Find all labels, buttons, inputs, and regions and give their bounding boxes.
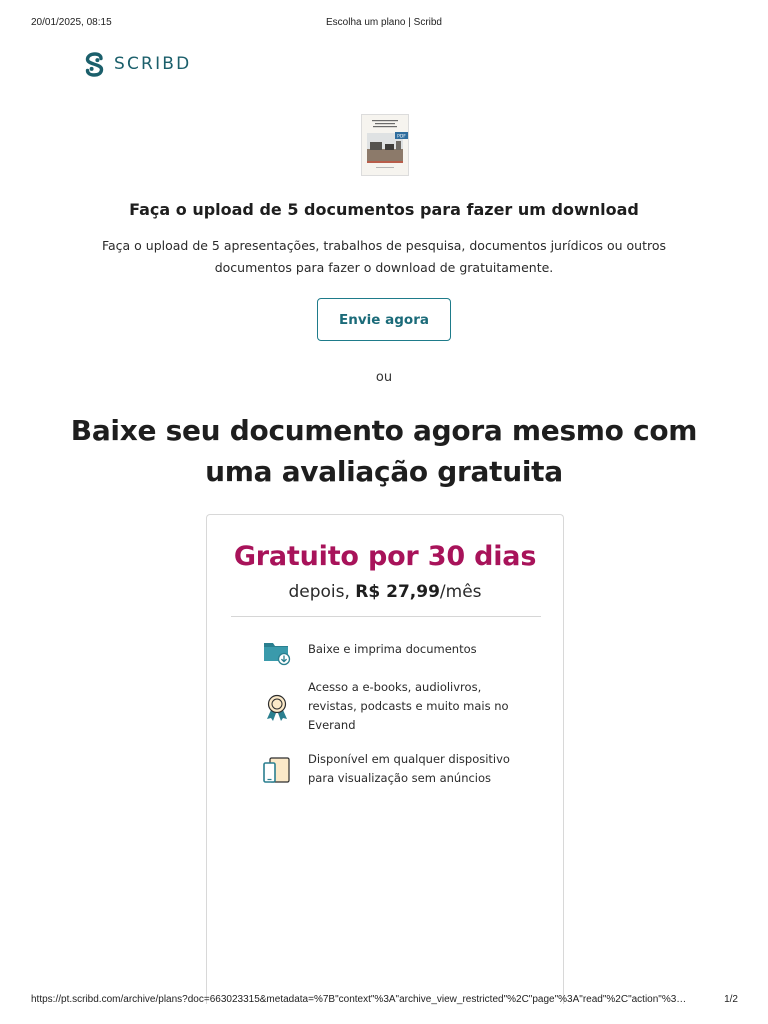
price-period: /mês xyxy=(439,582,482,602)
print-page-title: Escolha um plano | Scribd xyxy=(326,17,442,28)
plan-card[interactable] xyxy=(206,514,564,1004)
plan-price xyxy=(207,582,563,602)
plan-title: Gratuito por 30 dias xyxy=(233,541,537,572)
document-cover-image xyxy=(362,115,408,175)
feature-item xyxy=(262,678,522,735)
print-page-number: 1/2 xyxy=(724,994,738,1005)
feature-item xyxy=(262,750,522,788)
feature-item xyxy=(262,637,522,667)
devices-icon xyxy=(262,755,292,785)
feature-text: Acesso a e-books, audiolivros, revistas, podcasts e muito mais no Everand xyxy=(308,680,509,732)
print-url: https://pt.scribd.com/archive/plans?doc=663023315&metadata=%7B"context"%3A"archive_view_restricted"%2C"page"%3A"read"%2C"action"%3… xyxy=(31,994,687,1005)
svg-text:PDF: PDF xyxy=(397,134,406,140)
print-header xyxy=(0,17,768,31)
print-datetime: 20/01/2025, 08:15 xyxy=(31,17,112,28)
feature-text: Disponível em qualquer dispositivo para visualização sem anúncios xyxy=(308,752,510,785)
or-separator: ou xyxy=(375,370,393,385)
document-thumbnail xyxy=(361,114,409,176)
upload-now-button[interactable]: Envie agora xyxy=(317,298,451,341)
print-footer xyxy=(0,994,768,1008)
download-folder-icon xyxy=(262,637,292,667)
price-amount: R$ 27,99 xyxy=(355,582,440,602)
award-ribbon-icon xyxy=(262,693,292,723)
feature-text: Baixe e imprima documentos xyxy=(308,642,477,656)
brand-name: SCRIBD xyxy=(114,54,192,74)
price-prefix: depois, xyxy=(288,582,356,602)
scribd-logo[interactable] xyxy=(84,51,191,77)
plan-divider xyxy=(231,616,541,617)
scribd-logo-icon xyxy=(84,52,105,77)
upload-section-title: Faça o upload de 5 documentos para fazer um download xyxy=(129,200,639,219)
upload-section-description: Faça o upload de 5 apresentações, trabalhos de pesquisa, documentos jurídicos ou outros documentos para fazer o download de gratuitamente. xyxy=(101,238,667,275)
trial-heading: Baixe seu documento agora mesmo com uma avaliação gratuita xyxy=(70,414,698,488)
